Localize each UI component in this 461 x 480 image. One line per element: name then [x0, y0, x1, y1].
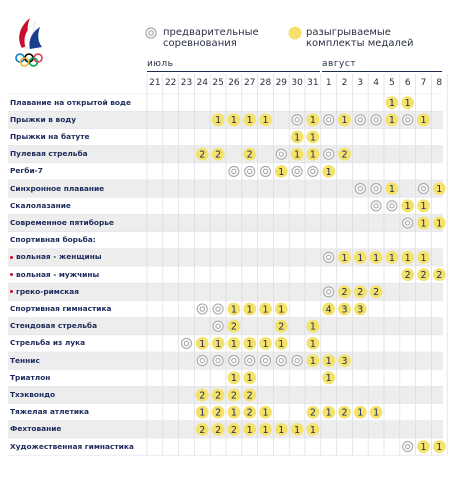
medal-count: 1	[278, 166, 285, 178]
medal-count: 1	[388, 98, 395, 109]
day-label: 7	[420, 78, 427, 88]
row-label: Синхронное плавание	[10, 183, 105, 193]
preliminary-legend-text: предварительные соревнования	[163, 27, 259, 49]
preliminary-event-icon	[213, 356, 223, 366]
medal-count: 1	[246, 338, 253, 350]
preliminary-event-icon	[182, 338, 192, 348]
day-label: 31	[307, 78, 319, 88]
medal-count: 1	[262, 338, 269, 350]
medal-count: 1	[309, 338, 316, 350]
day-label: 28	[259, 78, 272, 88]
preliminary-event-icon	[292, 115, 302, 125]
row-label: Современное пятиборье	[10, 218, 114, 227]
preliminary-event-icon	[276, 149, 286, 159]
medal-count: 2	[215, 390, 222, 402]
medal-count: 4	[325, 304, 332, 316]
medal-count: 1	[325, 407, 332, 419]
row-label: Теннис	[10, 355, 40, 365]
medal-count: 2	[246, 149, 253, 161]
medal-count: 1	[309, 321, 316, 333]
row-label: вольная - женщины	[16, 252, 102, 262]
medal-count: 1	[278, 424, 285, 436]
row-label: вольная - мужчины	[16, 269, 100, 279]
day-label: 3	[357, 78, 364, 88]
medal-count: 1	[262, 304, 269, 316]
medal-count: 3	[341, 304, 348, 316]
medal-count: 1	[436, 442, 443, 453]
medal-count: 2	[230, 424, 237, 436]
medal-count: 2	[199, 149, 206, 161]
medal-count: 1	[325, 356, 332, 367]
preliminary-event-icon	[261, 166, 271, 176]
medal-count: 1	[325, 373, 332, 385]
medal-count: 1	[294, 424, 301, 436]
row-shade	[8, 352, 443, 369]
medal-count: 1	[215, 115, 222, 127]
medal-count: 2	[215, 407, 222, 419]
medal-count: 1	[309, 356, 316, 367]
medal-count: 1	[388, 252, 395, 264]
preliminary-event-icon	[355, 115, 365, 125]
medal-count: 1	[246, 373, 253, 385]
medal-count: 1	[309, 115, 316, 127]
preliminary-event-icon	[292, 166, 302, 176]
row-label: Прыжки в воду	[10, 114, 77, 124]
preliminary-event-icon	[229, 166, 239, 176]
medal-count: 3	[357, 304, 364, 316]
medal-count: 1	[404, 201, 411, 213]
preliminary-event-icon	[387, 201, 397, 211]
day-label: 24	[196, 78, 209, 88]
preliminary-event-icon	[371, 184, 381, 194]
medal-count: 1	[309, 424, 316, 436]
medal-count: 1	[404, 98, 411, 109]
day-label: 22	[164, 78, 177, 88]
preliminary-event-icon	[197, 356, 207, 366]
medal-count: 1	[262, 115, 269, 127]
preliminary-event-icon	[213, 304, 223, 314]
preliminary-event-icon	[308, 166, 318, 176]
medal-count: 1	[246, 115, 253, 127]
medal-count: 2	[309, 407, 316, 419]
preliminary-event-icon	[213, 321, 223, 331]
medal-count: 2	[357, 287, 364, 299]
preliminary-event-icon	[324, 115, 334, 125]
preliminary-event-icon	[419, 184, 429, 194]
row-label: Тхэквондо	[10, 390, 56, 399]
medal-count: 1	[309, 132, 316, 144]
medal-count: 2	[420, 270, 427, 281]
day-label: 6	[404, 78, 411, 88]
medal-count: 1	[420, 201, 427, 213]
month-july: июль	[147, 59, 174, 69]
medal-count: 2	[199, 424, 206, 436]
row-label: Художественная гимнастика	[10, 441, 134, 451]
medal-count: 2	[341, 407, 348, 419]
medal-count: 1	[278, 338, 285, 350]
preliminary-event-icon	[229, 356, 239, 366]
medal-count: 2	[436, 270, 443, 281]
medal-count: 2	[230, 321, 237, 333]
medal-count: 2	[215, 424, 222, 436]
preliminary-event-icon	[324, 252, 334, 262]
day-label: 29	[275, 78, 288, 88]
medal-count: 1	[246, 304, 253, 316]
medal-count: 1	[341, 252, 348, 264]
medal-count: 1	[278, 304, 285, 316]
preliminary-event-icon	[245, 166, 255, 176]
medal-count: 2	[230, 390, 237, 402]
day-label: 26	[228, 78, 240, 88]
medal-count: 1	[436, 184, 443, 195]
day-label: 21	[149, 78, 161, 88]
medal-count: 1	[246, 424, 253, 436]
medal-count: 1	[230, 338, 237, 350]
medal-count: 1	[199, 338, 206, 350]
medal-count: 1	[230, 407, 237, 419]
preliminary-event-icon	[292, 356, 302, 366]
row-shade	[8, 421, 443, 438]
medal-count: 1	[420, 442, 427, 453]
medal-count: 1	[325, 166, 332, 178]
medal-count: 2	[373, 287, 380, 299]
preliminary-event-icon	[403, 218, 413, 228]
row-label: Плавание на открытой воде	[10, 97, 131, 107]
row-shade	[8, 386, 443, 403]
row-label: Спортивная борьба:	[10, 235, 96, 245]
day-label: 1	[325, 78, 332, 88]
day-label: 27	[243, 78, 256, 88]
medal-count: 1	[309, 149, 316, 161]
row-label: Фехтование	[10, 424, 62, 434]
row-label: Стрельба из лука	[10, 338, 86, 348]
month-august: август	[322, 59, 357, 69]
row-label: Спортивная гимнастика	[10, 304, 112, 313]
medal-count: 1	[373, 407, 380, 419]
row-label: Триатлон	[10, 372, 51, 382]
preliminary-event-icon	[403, 442, 413, 452]
medal-count: 1	[357, 407, 364, 419]
preliminary-event-icon	[324, 287, 334, 297]
preliminary-event-icon	[276, 356, 286, 366]
day-label: 2	[341, 78, 348, 88]
medal-count: 1	[294, 132, 301, 144]
medal-count: 1	[262, 424, 269, 436]
row-label: Скалолазание	[10, 200, 71, 210]
medal-count: 1	[388, 115, 395, 127]
medal-count: 1	[199, 407, 206, 419]
preliminary-event-icon	[324, 149, 334, 159]
medal-count: 3	[341, 356, 348, 367]
preliminary-event-icon	[245, 356, 255, 366]
medal-count: 1	[436, 218, 443, 230]
medal-count: 2	[215, 149, 222, 161]
medal-count: 2	[278, 321, 285, 333]
medal-count: 2	[404, 270, 411, 281]
day-label: 23	[180, 78, 193, 88]
medal-count: 1	[341, 115, 348, 127]
medal-count: 1	[388, 184, 395, 195]
preliminary-event-icon	[403, 115, 413, 125]
medal-count: 1	[215, 338, 222, 350]
row-label: Стендовая стрельба	[10, 321, 98, 331]
day-label: 30	[291, 78, 303, 88]
medal-count: 1	[420, 115, 427, 127]
medal-count: 2	[246, 390, 253, 402]
medal-count: 2	[246, 407, 253, 419]
medal-count: 1	[230, 115, 237, 127]
row-label: Пулевая стрельба	[10, 149, 88, 159]
preliminary-event-icon	[355, 184, 365, 194]
medal-count: 2	[341, 149, 348, 161]
medal-count: 1	[230, 304, 237, 316]
medal-count: 1	[294, 149, 301, 161]
day-label: 25	[212, 78, 224, 88]
day-label: 4	[373, 78, 379, 88]
row-label: Тяжелая атлетика	[10, 407, 90, 417]
medal-count: 1	[230, 373, 237, 385]
row-label: греко-римская	[16, 286, 79, 296]
sub-row-bullet	[10, 256, 13, 259]
medal-count: 1	[420, 252, 427, 264]
row-label: Регби-7	[10, 166, 43, 176]
medal-count: 1	[357, 252, 364, 264]
preliminary-event-icon	[261, 356, 271, 366]
medal-count: 1	[420, 218, 427, 230]
day-label: 5	[389, 78, 395, 88]
medal-count: 2	[341, 287, 348, 299]
preliminary-event-icon	[197, 304, 207, 314]
medal-count: 1	[404, 252, 411, 264]
row-label: Прыжки на батуте	[10, 132, 90, 141]
medal-count: 1	[373, 252, 380, 264]
preliminary-event-icon	[371, 201, 381, 211]
preliminary-event-icon	[371, 115, 381, 125]
medal-count: 2	[199, 390, 206, 402]
medal-count: 1	[262, 407, 269, 419]
medals-legend-text: разыгрываемые комплекты медалей	[306, 27, 414, 49]
day-label: 8	[436, 78, 443, 88]
